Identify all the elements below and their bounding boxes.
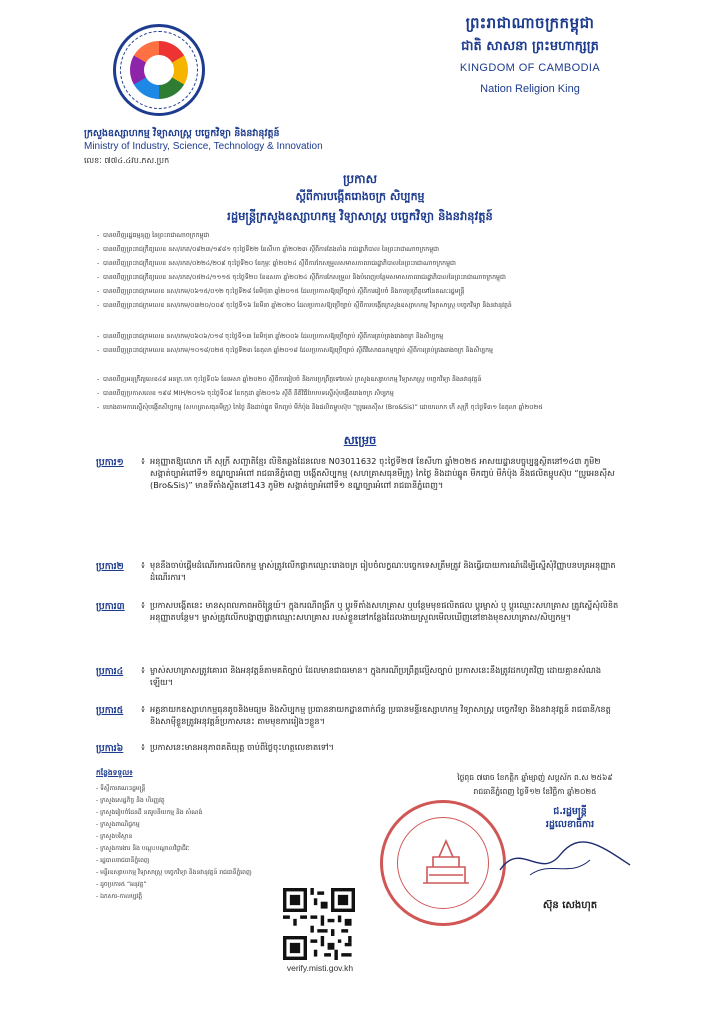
- distribution-item: - ក្រសួងការងារ និង បណ្តុះបណ្តាលវិជ្ជាជីវៈ: [96, 845, 190, 852]
- preamble-item: - បានឃើញព្រះរាជក្រឹត្យលេខ នស/រកត/០៥២៤/១១១៥ ចុះថ្ងៃទី២០ ខែឧសភា ឆ្នាំ២០២៤ ស្តីពីការកែសម្រួល និងបំពេញបន្ថែមសមាសភាពរាជរដ្ឋាភិបាលនៃព្រះរាជាណាចក្រកម្ពុជា: [97, 274, 506, 281]
- document-subject: ស្តីពីការបង្កើតរោងចក្រ សិប្បកម្ម: [295, 190, 425, 203]
- issuer-title: រដ្ឋមន្ត្រីក្រសួងឧស្សាហកម្ម វិទ្យាសាស្ត្រ បច្ចេកវិទ្យា និងនវានុវត្តន៍: [227, 209, 493, 223]
- article-4-label: ប្រការ៤: [96, 666, 124, 677]
- distribution-item: - មន្ទីរឧស្សាហកម្ម វិទ្យាសាស្ត្រ បច្ចេកវិទ្យា និងនវានុវត្តន៍ រាជធានីភ្នំពេញ: [96, 869, 252, 876]
- distribution-item: - ក្រសួងរៀបចំដែនដី នគរូបនីយកម្ម និង សំណង់: [96, 809, 203, 816]
- ministry-name-en: Ministry of Industry, Science, Technology & Innovation: [84, 141, 323, 152]
- motto-kh: ជាតិ សាសនា ព្រះមហាក្សត្រ: [461, 39, 599, 54]
- article-colon: ៖: [141, 601, 145, 611]
- official-seal: [380, 800, 506, 926]
- ministry-name-kh: ក្រសួងឧស្សាហកម្ម វិទ្យាសាស្ត្រ បច្ចេកវិទ្យា និងនវានុវត្តន៍: [84, 128, 280, 139]
- preamble-item: - បានឃើញព្រះរាជក្រមលេខ នស/រកម/០៦១៥/០១២ ចុះថ្ងៃទី២៨ ខែមិថុនា ឆ្នាំ២០១៥ ដែលប្រកាសឱ្យប្រើច្បាប់ ស្តីពីការរៀបចំ និងការប្រព្រឹត្តទៅនៃគណៈរដ្ឋមន្ត្រី: [97, 288, 465, 295]
- article-6-text: ប្រកាសនេះមានអនុភាពគតិយុត្ត ចាប់ពីថ្ងៃចុះហត្ថលេខាតទៅ។: [150, 742, 334, 752]
- date-solar: រាជធានីភ្នំពេញ ថ្ងៃទី១២ ខែវិច្ឆិកា ឆ្នាំ២០២៥: [473, 787, 597, 796]
- article-colon: ៖: [141, 666, 145, 676]
- article-3-text: ប្រកាសបង្កើតនេះ មានសុពលភាពអចិន្ត្រៃយ៍។ ក្នុងករណីពង្រីក ឬ ប្ដូរទីតាំងសហគ្រាស ឬបន្ថែមមុខផលិតផល ប្ដូរម្ចាស់ ឬ ប្ដូរឈ្មោះសហគ្រាស ត្រូវស្នើសុំលិខិតអនុញ្ញាតបន្ថែម។ ម្ចាស់ត្រូវលើកបង្ហាញផ្លាកឈ្មោះសហគ្រាស របស់ខ្លួននៅកន្លែងដែលងាយស្រួលមើលឃើញនៅខាងមុខសហគ្រាស/សិប្បកម្ម។: [150, 600, 619, 622]
- distribution-item: - ក្រសួងបរិស្ថាន: [96, 833, 133, 840]
- distribution-title: កន្លែងទទួល៖: [96, 768, 133, 777]
- preamble-item: - បានឃើញប្រកាសលេខ ១៩៨ MIH/២០១៦ ចុះថ្ងៃទី០៩ ខែកក្កដា ឆ្នាំ២០១៦ ស្តីពី នីតិវិធីបែបបទស្នើសុំបង្កើតរោងចក្រ សិប្បកម្ម: [97, 390, 394, 397]
- ministry-logo: [113, 24, 205, 116]
- article-2-label: ប្រការ២: [96, 561, 124, 572]
- signatory-position: រដ្ឋលេខាធិការ: [545, 819, 595, 830]
- article-1-text: អនុញ្ញាតឱ្យលោក កើ សុក្រី សញ្ជាតិខ្មែរ លិខិតឆ្លងដែនលេខ N03011632 ចុះថ្ងៃទី២៧ ខែសីហា ឆ្នាំ២០២៥ អាសយដ្ឋានបច្ចុប្បន្នស្ថិតនៅ១៤៣ ភូមិ២ សង្កាត់ច្បាអំពៅទី១ ខណ្ឌច្បារអំពៅ រាជធានីភ្នំពេញ បង្កើតសិប្បកម្ម (សហគ្រាសធុនមីក្រូ) កៃថ្ងៃ និងដាប់ឆ្នូត មីកញ្ចប់ មីកំប៉ុង និងផលិតម្ហូបស៊ុប “ប្រូអេនស៊ីស (Bro&Sis)” មានទីតាំងស្ថិតនៅ143 ភូមិ២ សង្កាត់ច្បាអំពៅទី១ ខណ្ឌច្បារអំពៅ រាជធានីភ្នំពេញ។: [150, 456, 615, 490]
- kingdom-title-kh: ព្រះរាជាណាចក្រកម្ពុជា: [465, 14, 595, 32]
- article-colon: ៖: [141, 561, 145, 571]
- verify-url[interactable]: verify.misti.gov.kh: [286, 963, 354, 973]
- article-colon: ៖: [141, 705, 145, 715]
- date-lunar: ថ្ងៃពុធ ៧រោច ខែកត្តិក ឆ្នាំម្សាញ់ សប្តស័ក ព.ស ២៥៦៩: [457, 773, 613, 782]
- preamble-item: - បានឃើញអនុក្រឹត្យលេខ៤៨ អនក្រ.បក ចុះថ្ងៃទី០៦ ខែមេសា ឆ្នាំ២០២០ ស្តីពីការរៀបចំ និងការប្រព្រឹត្តទៅរបស់ ក្រសួងឧស្សាហកម្ម វិទ្យាសាស្ត្រ បច្ចេកវិទ្យា និងនវានុវត្តន៍: [97, 376, 482, 383]
- article-4-text: ម្ចាស់សហគ្រាសត្រូវគោរព និងអនុវត្តន៍តាមគតិច្បាប់ ដែលមានជាធរមាន។ ក្នុងករណីប្រព្រឹត្តល្មើសច្បាប់ ប្រកាសនេះនឹងត្រូវដកហូតវិញ ដោយគ្មានសំណងឡើយ។: [150, 665, 602, 687]
- handwritten-signature: [490, 830, 640, 890]
- preamble-item: - យោងតាមការស្នើសុំបង្កើតសិប្បកម្ម (សហគ្រាសធុនមីក្រូ) កៃថ្ងៃ និងដាប់ឆ្នូត មីកញ្ចប់ មីកំប៉ុង និងផលិតម្ហូបស៊ុប “ប្រូអេនស៊ីស (Bro&Sis)” ដោយលោក កើ សុក្រី ចុះថ្ងៃទី៣១ ខែតុលា ឆ្នាំ២០២៥: [97, 404, 543, 411]
- preamble-item: - បានឃើញព្រះរាជក្រឹត្យលេខ នស/រកត/០៨២៣/១៩៨១ ចុះថ្ងៃទី២២ ខែសីហា ឆ្នាំ២០២៣ ស្តីពីការតែងតាំង រាជរដ្ឋាភិបាល នៃព្រះរាជាណាចក្រកម្ពុជា: [97, 246, 440, 253]
- signatory-name: ស៊ុន សេងហុត: [542, 900, 598, 911]
- distribution-item: - ទីស្តីការគណៈរដ្ឋមន្ត្រី: [96, 785, 146, 792]
- distribution-item: - ឯកសារ-កាលប្បវត្តិ: [96, 893, 143, 900]
- preamble-item: - បានឃើញព្រះរាជក្រមលេខ នស/រកម/០៦០៦/០១៨ ចុះថ្ងៃទី១៣ ខែមិថុនា ឆ្នាំ២០០៦ ដែលប្រកាសឱ្យប្រើច្បាប់ ស្តីពីការគ្រប់គ្រងរោងចក្រ និងសិប្បកម្ម: [97, 333, 444, 340]
- distribution-item: - ក្រសួងសេដ្ឋកិច្ច និង ហិរញ្ញវត្ថុ: [96, 797, 165, 804]
- preamble-item: - បានឃើញព្រះរាជក្រមលេខ នស/រកម/១០១៨/០២៥ ចុះថ្ងៃទី២៣ ខែតុលា ឆ្នាំ២០១៨ ដែលប្រកាសឱ្យប្រើច្បាប់ ស្តីពីវិសោធនកម្មច្បាប់ ស្តីពីការគ្រប់គ្រងរោងចក្រ និងសិប្បកម្ម: [97, 347, 493, 354]
- article-5-label: ប្រការ៥: [96, 705, 124, 716]
- article-5-text: អគ្គនាយកឧស្សាហកម្មធុនតូចនិងមធ្យម និងសិប្បកម្ម ប្រធាននាយកដ្ឋានពាក់ព័ន្ធ ប្រធានមន្ទីរឧស្សាហកម្ម វិទ្យាសាស្ត្រ បច្ចេកវិទ្យា និងនវានុវត្តន៍ រាជធានី/ខេត្ត និងសាម៉ីខ្លួនត្រូវអនុវត្តន៍ប្រកាសនេះ តាមមុខការរៀងៗខ្លួន។: [150, 704, 611, 726]
- article-colon: ៖: [141, 743, 145, 753]
- preamble-item: - បានឃើញព្រះរាជក្រមលេខ នស/រកម/០៣២០/០០៩ ចុះថ្ងៃទី១៦ ខែមីនា ឆ្នាំ២០២០ ដែលប្រកាសឱ្យប្រើច្បាប់ ស្តីពីការបង្កើតក្រសួងឧស្សាហកម្ម វិទ្យាសាស្ត្រ បច្ចេកវិទ្យា និងនវានុវត្តន៍: [97, 302, 512, 309]
- preamble-item: - បានឃើញរដ្ឋធម្មនុញ្ញ នៃព្រះរាជាណាចក្រកម្ពុជា: [97, 232, 210, 239]
- motto-en: Nation Religion King: [480, 83, 580, 95]
- article-2-text: មុននឹងចាប់ផ្ដើមដំណើរការផលិតកម្ម ម្ចាស់ត្រូវលើកផ្លាកឈ្មោះរោងចក្រ រៀបចំលក្ខណៈបច្ចេកទេសត្រឹមត្រូវ និងធ្វើរបាយការណ៍ដើម្បីស្នើសុំវិញ្ញាបនបត្រអនុញ្ញាតដំណើរការ។: [150, 560, 616, 582]
- article-1-label: ប្រការ១: [96, 457, 124, 468]
- on-behalf-label: ជ.រដ្ឋមន្ត្រី: [553, 806, 587, 817]
- article-3-label: ប្រការ៣: [96, 601, 125, 612]
- preamble-item: - បានឃើញព្រះរាជក្រឹត្យលេខ នស/រកត/០២២៤/២០៩ ចុះថ្ងៃទី២០ ខែកុម្ភៈ ឆ្នាំ២០២៤ ស្តីពីការកែសម្រួលសមាសភាពរាជរដ្ឋាភិបាលនៃព្រះរាជាណាចក្រកម្ពុជា: [97, 260, 456, 267]
- reference-number: លេខៈ ៧៧៤.៤វប.ភស.ប្រក: [84, 156, 170, 165]
- verification-qr-code[interactable]: [283, 888, 355, 964]
- distribution-item: - រដ្ឋបាលរាជធានីភ្នំពេញ: [96, 857, 150, 864]
- document-type: ប្រកាស: [342, 172, 378, 186]
- kingdom-title-en: KINGDOM OF CAMBODIA: [459, 62, 601, 74]
- article-colon: ៖: [141, 457, 145, 467]
- distribution-item: - ក្រសួងពាណិជ្ជកម្ម: [96, 821, 140, 828]
- qr-code-icon: [283, 888, 355, 960]
- article-6-label: ប្រការ៦: [96, 743, 124, 754]
- distribution-item: - ដូចប្រការ៥ “អនុវត្ត”: [96, 881, 147, 888]
- decision-title: សម្រេច: [343, 433, 377, 447]
